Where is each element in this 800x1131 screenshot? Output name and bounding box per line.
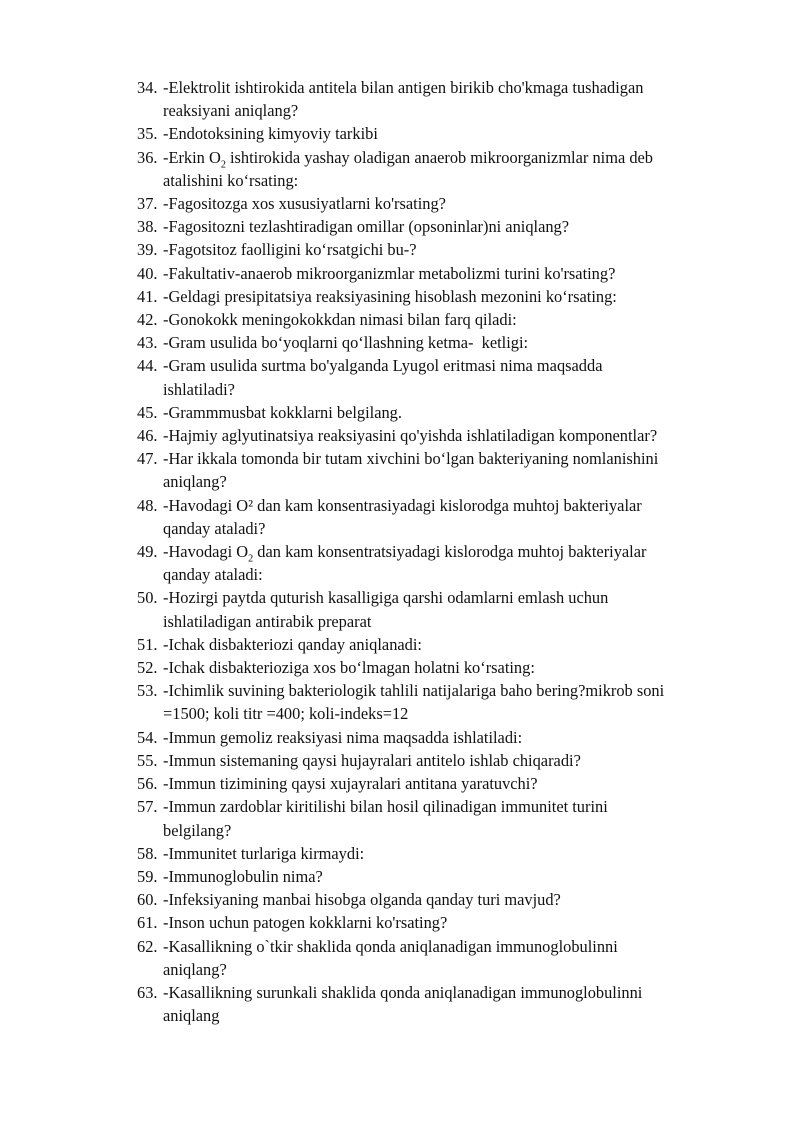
question-text (163, 424, 757, 447)
question-text (163, 842, 757, 865)
question-number: 47. (137, 449, 158, 469)
question-item (137, 215, 757, 238)
question-item (137, 192, 757, 215)
question-number: 60. (137, 890, 158, 910)
question-line: -Inson uchun patogen kokklarni ko'rsating? (163, 913, 448, 933)
question-text (163, 285, 757, 308)
question-line: -Fagositozga xos xususiyatlarni ko'rsating? (163, 194, 446, 214)
question-number: 39. (137, 240, 158, 260)
question-text (163, 726, 757, 749)
question-line: -Fagotsitoz faolligini ko‘rsatgichi bu-? (163, 240, 417, 260)
question-text (163, 911, 757, 934)
question-number: 41. (137, 286, 158, 306)
question-text (163, 865, 757, 888)
question-text (163, 122, 757, 145)
question-text (163, 447, 757, 493)
question-number: 49. (137, 542, 158, 562)
question-line: -Immunoglobulin nima? (163, 866, 323, 886)
question-item (137, 679, 757, 725)
question-line: -Hozirgi paytda quturish kasalligiga qarshi odamlarni emlash uchun (163, 588, 609, 608)
question-number: 58. (137, 843, 158, 863)
question-text (163, 540, 757, 586)
question-line: -Immun zardoblar kiritilishi bilan hosil qilinadigan immunitet turini (163, 797, 608, 817)
question-number: 44. (137, 356, 158, 376)
question-text (163, 76, 757, 122)
question-item (137, 772, 757, 795)
question-item (137, 842, 757, 865)
question-number: 36. (137, 147, 158, 167)
question-continuation: qanday ataladi: (163, 565, 263, 585)
question-number: 51. (137, 634, 158, 654)
question-number: 55. (137, 750, 158, 770)
question-continuation: belgilang? (163, 820, 232, 840)
question-continuation: reaksiyani aniqlang? (163, 101, 299, 121)
question-item (137, 749, 757, 772)
question-number: 42. (137, 310, 158, 330)
question-line: -Infeksiyaning manbai hisobga olganda qanday turi mavjud? (163, 890, 561, 910)
question-line: -Gonokokk meningokokkdan nimasi bilan farq qiladi: (163, 310, 517, 330)
question-item (137, 401, 757, 424)
question-item (137, 76, 757, 122)
question-item (137, 633, 757, 656)
question-number: 40. (137, 263, 158, 283)
question-continuation: aniqlang? (163, 472, 227, 492)
question-number: 46. (137, 426, 158, 446)
question-text-end: ishtirokida yashay oladigan anaerob mikroorganizmlar nima deb (225, 147, 653, 167)
question-text (163, 656, 757, 679)
question-text (163, 401, 757, 424)
question-item (137, 262, 757, 285)
question-line: -Endotoksining kimyoviy tarkibi (163, 124, 378, 144)
question-text (163, 749, 757, 772)
question-number: 37. (137, 194, 158, 214)
question-item (137, 935, 757, 981)
question-line: -Gram usulida surtma bo'yalganda Lyugol eritmasi nima maqsadda (163, 356, 603, 376)
question-item (137, 540, 757, 586)
question-text (163, 633, 757, 656)
question-item (137, 285, 757, 308)
question-item (137, 726, 757, 749)
question-line: -Havodagi O² dan kam konsentrasiyadagi kislorodga muhtoj bakteriyalar (163, 495, 642, 515)
question-text (163, 494, 757, 540)
question-continuation: ishlatiladi? (163, 379, 235, 399)
question-continuation: =1500; koli titr =400; koli-indeks=12 (163, 704, 409, 724)
question-item (137, 981, 757, 1027)
question-text-start: -Havodagi O (163, 542, 249, 562)
question-continuation: aniqlang (163, 1006, 220, 1026)
question-number: 34. (137, 78, 158, 97)
question-text (163, 888, 757, 911)
question-list (137, 76, 757, 1027)
question-line: -Grammmusbat kokklarni belgilang. (163, 402, 402, 422)
question-line: -Gram usulida bo‘yoqlarni qo‘llashning ketma- ketligi: (163, 333, 529, 353)
question-text (163, 935, 757, 981)
question-line: -Immun tizimining qaysi xujayralari antitana yaratuvchi? (163, 774, 538, 794)
question-text (163, 331, 757, 354)
question-line: -Kasallikning surunkali shaklida qonda aniqlanadigan immunoglobulinni (163, 982, 643, 1002)
question-item (137, 447, 757, 493)
question-item (137, 494, 757, 540)
question-line: -Kasallikning o`tkir shaklida qonda aniqlanadigan immunoglobulinni (163, 936, 618, 956)
question-line: -Immunitet turlariga kirmaydi: (163, 843, 365, 863)
question-number: 50. (137, 588, 158, 608)
question-item (137, 795, 757, 841)
question-item (137, 911, 757, 934)
question-number: 48. (137, 495, 158, 515)
question-continuation: aniqlang? (163, 959, 227, 979)
question-text (163, 238, 757, 261)
question-line: -Immun gemoliz reaksiyasi nima maqsadda ishlatiladi: (163, 727, 523, 747)
question-number: 56. (137, 774, 158, 794)
question-number: 63. (137, 982, 158, 1002)
question-line: -Ichak disbakteriozi qanday aniqlanadi: (163, 634, 422, 654)
question-line: -Hajmiy aglyutinatsiya reaksiyasini qo'yishda ishlatiladigan komponentlar? (163, 426, 658, 446)
question-text (163, 215, 757, 238)
question-number: 52. (137, 658, 158, 678)
question-number: 35. (137, 124, 158, 144)
question-number: 54. (137, 727, 158, 747)
question-number: 57. (137, 797, 158, 817)
question-item (137, 888, 757, 911)
question-text-start: -Erkin O (163, 147, 221, 167)
question-text (163, 354, 757, 400)
question-number: 59. (137, 866, 158, 886)
question-continuation: qanday ataladi? (163, 518, 266, 538)
question-line: -Fakultativ-anaerob mikroorganizmlar metabolizmi turini ko'rsating? (163, 263, 616, 283)
question-line: -Fagositozni tezlashtiradigan omillar (opsoninlar)ni aniqlang? (163, 217, 570, 237)
question-item (137, 865, 757, 888)
subscript: 2 (248, 553, 254, 565)
question-text (163, 146, 757, 192)
question-text (163, 308, 757, 331)
question-text (163, 192, 757, 215)
question-item (137, 586, 757, 632)
question-continuation: atalishini ko‘rsating: (163, 170, 299, 190)
question-text (163, 981, 757, 1027)
question-text-end: dan kam konsentratsiyadagi kislorodga muhtoj bakteriyalar (253, 542, 647, 562)
question-item (137, 308, 757, 331)
question-line: -Har ikkala tomonda bir tutam xivchini bo‘lgan bakteriyaning nomlanishini (163, 449, 659, 469)
question-line: -Ichak disbakterioziga xos bo‘lmagan holatni ko‘rsating: (163, 658, 535, 678)
question-text (163, 262, 757, 285)
question-number: 61. (137, 913, 158, 933)
question-item (137, 354, 757, 400)
subscript: 2 (220, 158, 226, 170)
question-item (137, 331, 757, 354)
question-line: -Ichimlik suvining bakteriologik tahlili natijalariga baho bering?mikrob soni (163, 681, 665, 701)
question-line: -Elektrolit ishtirokida antitela bilan antigen birikib cho'kmaga tushadigan (163, 78, 644, 97)
question-text (163, 772, 757, 795)
question-continuation: ishlatiladigan antirabik preparat (163, 611, 372, 631)
question-item (137, 238, 757, 261)
question-number: 45. (137, 402, 158, 422)
question-text (163, 795, 757, 841)
question-number: 53. (137, 681, 158, 701)
question-item (137, 656, 757, 679)
question-text (163, 679, 757, 725)
question-line: -Geldagi presipitatsiya reaksiyasining hisoblash mezonini ko‘rsating: (163, 286, 617, 306)
question-item (137, 146, 757, 192)
question-number: 43. (137, 333, 158, 353)
question-item (137, 122, 757, 145)
question-number: 38. (137, 217, 158, 237)
question-line: -Immun sistemaning qaysi hujayralari antitelo ishlab chiqaradi? (163, 750, 581, 770)
question-number: 62. (137, 936, 158, 956)
question-text (163, 586, 757, 632)
question-item (137, 424, 757, 447)
